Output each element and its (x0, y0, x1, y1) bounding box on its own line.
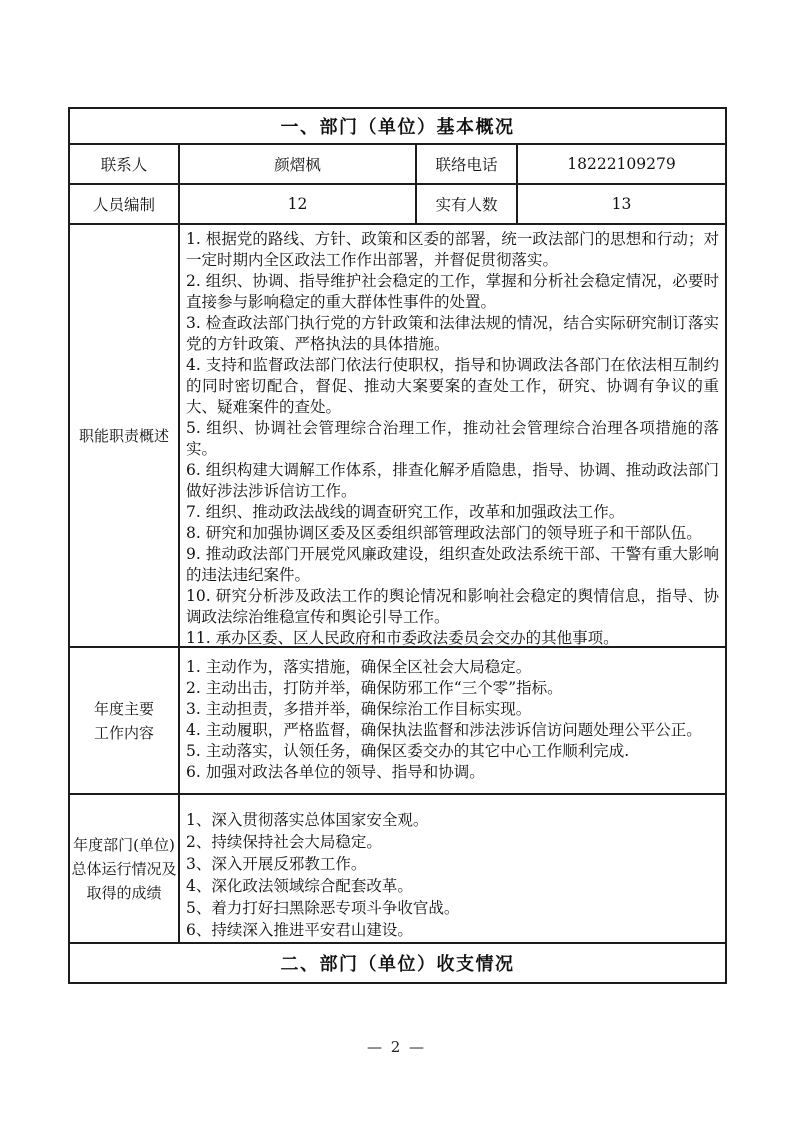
duty-item: 3. 检查政法部门执行党的方针政策和法律法规的情况，结合实际研究制订落实党的方针政策、严格执法的具体措施。 (186, 314, 719, 353)
work-item: 1. 主动作为，落实措施，确保全区社会大局稳定。 (186, 658, 532, 676)
section2-title-text: 二、部门（单位）收支情况 (280, 954, 515, 974)
performance-label-line: 总体运行情况及 (71, 859, 177, 878)
annual-work-row (70, 648, 725, 795)
performance-item: 2、持续保持社会大局稳定。 (186, 833, 382, 851)
duties-label-text: 职能职责概述 (78, 426, 169, 445)
work-item: 2. 主动出击，打防并举，确保防邪工作“三个零”指标。 (186, 679, 563, 697)
performance-item: 4、深化政法领域综合配套改革。 (186, 877, 413, 895)
contact-row (70, 145, 725, 185)
annual-work-label-line: 工作内容 (93, 723, 154, 742)
performance-label (70, 795, 180, 942)
duty-item: 11. 承办区委、区人民政府和市委政法委员会交办的其他事项。 (186, 629, 619, 646)
performance-label-line: 取得的成绩 (86, 883, 162, 902)
staffing-label: 人员编制 (70, 185, 180, 223)
duties-label (70, 225, 180, 646)
performance-item: 1、深入贯彻落实总体国家安全观。 (186, 811, 429, 829)
duty-item: 4. 支持和监督政法部门依法行使职权，指导和协调政法各部门在依法相互制约的同时密切配合，督促、推动大案要案的查处工作，研究、协调有争议的重大、疑难案件的查处。 (186, 356, 719, 416)
duty-item: 10. 研究分析涉及政法工作的舆论情况和影响社会稳定的舆情信息，指导、协调政法综治维稳宣传和舆论引导工作。 (186, 587, 719, 626)
page-number: — 2 — (366, 1038, 427, 1056)
duty-item: 9. 推动政法部门开展党风廉政建设，组织查处政法系统干部、干警有重大影响的违法违纪案件。 (186, 545, 719, 584)
duty-item: 5. 组织、协调社会管理综合治理工作，推动社会管理综合治理各项措施的落实。 (186, 419, 719, 458)
duty-item: 8. 研究和加强协调区委及区委组织部管理政法部门的领导班子和干部队伍。 (186, 524, 702, 542)
contact-name: 颜熠枫 (180, 145, 417, 183)
section2-title (70, 944, 725, 982)
duty-item: 6. 组织构建大调解工作体系，排查化解矛盾隐患，指导、协调、推动政法部门做好涉法涉诉信访工作。 (186, 461, 719, 500)
annual-work-label-line: 年度主要 (93, 699, 154, 718)
duty-item: 2. 组织、协调、指导维护社会稳定的工作，掌握和分析社会稳定情况，必要时直接参与影响稳定的重大群体性事件的处置。 (186, 272, 719, 311)
staffing-count: 12 (180, 185, 417, 223)
duty-item: 1. 根据党的路线、方针、政策和区委的部署，统一政法部门的思想和行动；对一定时期内全区政法工作作出部署，并督促贯彻落实。 (186, 230, 719, 269)
section1-title (70, 109, 725, 145)
contact-label: 联系人 (70, 145, 180, 183)
headcount-value: 13 (611, 195, 632, 213)
performance-item: 5、着力打好扫黑除恶专项斗争收官战。 (186, 899, 460, 917)
section1-title-text: 一、部门（单位）基本概况 (280, 117, 515, 137)
duty-item: 7. 组织、推动政法战线的调查研究工作，改革和加强政法工作。 (186, 503, 625, 521)
headcount-label: 实有人数 (417, 185, 518, 223)
phone-number: 18222109279 (567, 155, 676, 173)
annual-work-label (70, 648, 180, 793)
work-item: 3. 主动担责，多措并举，确保综治工作目标实现。 (186, 700, 532, 718)
performance-row (70, 795, 725, 944)
performance-item: 6、持续深入推进平安君山建设。 (186, 921, 413, 939)
performance-item: 3、深入开展反邪教工作。 (186, 855, 367, 873)
duties-content (180, 225, 725, 646)
phone-label: 联络电话 (417, 145, 518, 183)
work-item: 6. 加强对政法各单位的领导、指导和协调。 (186, 763, 485, 781)
work-item: 4. 主动履职，严格监督，确保执法监督和涉法涉诉信访问题处理公平公正。 (186, 721, 702, 739)
performance-content (180, 795, 725, 942)
basic-info-table (68, 107, 727, 984)
work-item: 5. 主动落实，认领任务，确保区委交办的其它中心工作顺利完成. (186, 742, 630, 760)
performance-label-line: 年度部门(单位) (73, 835, 175, 854)
annual-work-content (180, 648, 725, 793)
duties-row (70, 225, 725, 648)
staffing-row (70, 185, 725, 225)
